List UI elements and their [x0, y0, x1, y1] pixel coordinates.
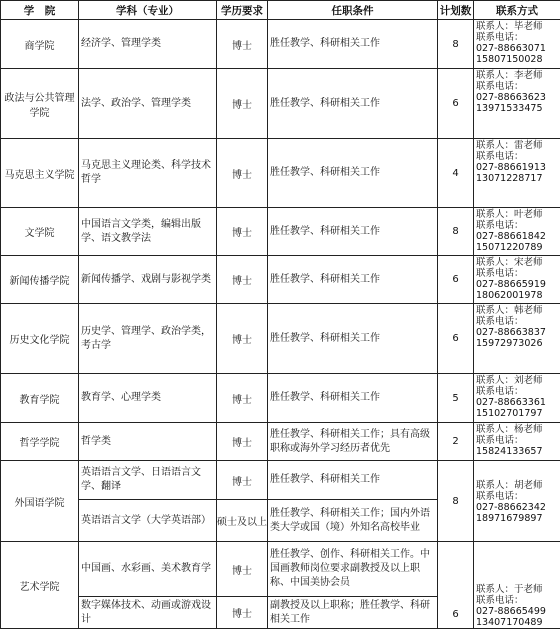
contact-phone: 13071228717: [476, 173, 543, 184]
subject-cell: 教育学、心理学类: [79, 374, 217, 423]
contact-person: 联系人：胡老师: [476, 479, 543, 491]
contact-label: 联系电话：: [476, 220, 524, 231]
conditions-cell: 胜任教学、科研相关工作: [268, 461, 438, 500]
subject-cell: 中国画、水彩画、美术教育学: [79, 542, 217, 597]
degree-cell: 博士: [217, 461, 268, 500]
college-cell: 历史文化学院: [1, 304, 79, 374]
conditions-cell: 胜任教学、科研相关工作: [268, 256, 438, 304]
conditions-cell: 胜任教学、科研相关工作: [268, 69, 438, 139]
count-cell: 4: [438, 139, 474, 208]
college-cell: 文学院: [1, 208, 79, 256]
contact-phone: 027-88662342: [476, 501, 546, 513]
contact-cell: [474, 256, 560, 304]
contact-phone: 13971533475: [476, 103, 543, 114]
count-cell: 8: [438, 20, 474, 69]
degree-cell: 博士: [217, 597, 268, 629]
contact-cell: [474, 69, 560, 139]
subject-cell: 马克思主义理论类、科学技术哲学: [79, 139, 217, 208]
contact-phone: 027-88661842: [476, 231, 546, 242]
table-row: [1, 256, 560, 304]
header-conditions: 任职条件: [268, 1, 438, 20]
degree-cell: 博士: [217, 423, 268, 461]
contact-label: 联系电话：: [476, 268, 524, 279]
conditions-cell: 胜任教学、创作、科研相关工作。中国画教师岗位要求副教授及以上职称、中国美协会员: [268, 542, 438, 597]
contact-phone: 13407170489: [476, 617, 543, 628]
contact-person: 联系人：毕老师: [476, 21, 543, 32]
table-row: [1, 20, 560, 69]
degree-cell: 硕士及以上: [217, 500, 268, 542]
contact-cell: [474, 304, 560, 374]
contact-phone: 15972973026: [476, 338, 543, 349]
conditions-cell: 副教授及以上职称；胜任教学、科研相关工作: [268, 597, 438, 629]
college-cell: 哲学学院: [1, 423, 79, 461]
conditions-cell: 胜任教学、科研相关工作；具有高级职称或海外学习经历者优先: [268, 423, 438, 461]
contact-phone: 027-88665499: [476, 606, 546, 617]
degree-cell: 博士: [217, 20, 268, 69]
contact-cell: [474, 208, 560, 256]
contact-phone: 18971679897: [476, 512, 543, 524]
contact-label: 联系电话：: [476, 490, 524, 502]
header-count: 计划数: [438, 1, 474, 20]
table-row: [1, 69, 560, 139]
contact-phone: 15824133657: [476, 446, 543, 457]
header-row: [1, 1, 560, 20]
degree-cell: 博士: [217, 542, 268, 597]
contact-phone: 027-88663361: [476, 397, 546, 408]
table-row: [1, 374, 560, 423]
contact-cell: [474, 139, 560, 208]
contact-label: 联系电话：: [476, 151, 524, 162]
contact-person: 联系人：杨老师: [476, 424, 543, 435]
degree-cell: 博士: [217, 139, 268, 208]
contact-phone: 15807150028: [476, 54, 543, 65]
contact-phone: 027-88661913: [476, 162, 546, 173]
conditions-cell: 胜任教学、科研相关工作；国内外语类大学或国（境）外知名高校毕业: [268, 500, 438, 542]
header-subject: 学科（专业）: [79, 1, 217, 20]
contact-label: 联系电话：: [476, 81, 524, 92]
subject-cell: 新闻传播学、戏剧与影视学类: [79, 256, 217, 304]
contact-cell: [474, 423, 560, 461]
degree-cell: 博士: [217, 374, 268, 423]
degree-cell: 博士: [217, 69, 268, 139]
contact-person: 联系人：叶老师: [476, 209, 543, 220]
conditions-cell: 胜任教学、科研相关工作: [268, 20, 438, 69]
degree-cell: 博士: [217, 304, 268, 374]
contact-cell: [474, 461, 560, 542]
contact-phone: 18062001978: [476, 290, 543, 301]
table-row: [1, 542, 560, 597]
table-row: [1, 423, 560, 461]
contact-label: 联系电话：: [476, 595, 524, 606]
contact-cell: [474, 20, 560, 69]
subject-cell: 经济学、管理学类: [79, 20, 217, 69]
table-row: [1, 139, 560, 208]
contact-phone: 027-88663623: [476, 92, 546, 103]
count-cell: 6: [438, 304, 474, 374]
subject-cell: 法学、政治学、管理学类: [79, 69, 217, 139]
subject-cell: 英语语言文学（大学英语部）: [79, 500, 217, 542]
contact-person: 联系人：雷老师: [476, 140, 543, 151]
college-cell: 新闻传播学院: [1, 256, 79, 304]
header-degree: 学历要求: [217, 1, 268, 20]
contact-label: 联系电话：: [476, 316, 524, 327]
subject-cell: 哲学类: [79, 423, 217, 461]
contact-person: 联系人：宋老师: [476, 257, 543, 268]
contact-person: 联系人：韩老师: [476, 305, 543, 316]
contact-phone: 027-88663837: [476, 327, 546, 338]
count-cell: 5: [438, 374, 474, 423]
contact-phone: 15102701797: [476, 408, 543, 419]
contact-phone: 027-88663071: [476, 43, 546, 54]
table-row: [1, 208, 560, 256]
count-cell: 6: [438, 256, 474, 304]
count-cell: 8: [438, 461, 474, 542]
header-college: 学 院: [1, 1, 79, 20]
header-contact: 联系方式: [474, 1, 560, 20]
contact-cell: [474, 542, 560, 629]
conditions-cell: 胜任教学、科研相关工作: [268, 374, 438, 423]
conditions-cell: 胜任教学、科研相关工作: [268, 208, 438, 256]
contact-label: 联系电话：: [476, 435, 524, 446]
count-cell: 6: [438, 69, 474, 139]
college-cell: 商学院: [1, 20, 79, 69]
college-cell: 马克思主义学院: [1, 139, 79, 208]
count-cell: 8: [438, 208, 474, 256]
contact-person: 联系人：李老师: [476, 70, 543, 81]
subject-cell: 中国语言文学类，编辑出版学、语文教学法: [79, 208, 217, 256]
contact-label: 联系电话：: [476, 32, 524, 43]
table-row: [1, 461, 560, 500]
contact-label: 联系电话：: [476, 386, 524, 397]
table-row: [1, 304, 560, 374]
count-cell: 2: [438, 423, 474, 461]
college-cell: 教育学院: [1, 374, 79, 423]
college-cell: 外国语学院: [1, 461, 79, 542]
conditions-cell: 胜任教学、科研相关工作: [268, 139, 438, 208]
subject-cell: 数字媒体技术、动画或游戏设计: [79, 597, 217, 629]
contact-phone: 027-88665919: [476, 279, 546, 290]
college-cell: 政法与公共管理学院: [1, 69, 79, 139]
contact-phone: 15071220789: [476, 242, 543, 253]
subject-cell: 英语语言文学、日语语言文学、翻译: [79, 461, 217, 500]
count-cell: 6: [438, 542, 474, 629]
college-cell: 艺术学院: [1, 542, 79, 629]
contact-person: 联系人：刘老师: [476, 375, 543, 386]
contact-cell: [474, 374, 560, 423]
degree-cell: 博士: [217, 256, 268, 304]
contact-person: 联系人：于老师: [476, 584, 543, 595]
conditions-cell: 胜任教学、科研相关工作: [268, 304, 438, 374]
degree-cell: 博士: [217, 208, 268, 256]
subject-cell: 历史学、管理学、政治学类，考古学: [79, 304, 217, 374]
